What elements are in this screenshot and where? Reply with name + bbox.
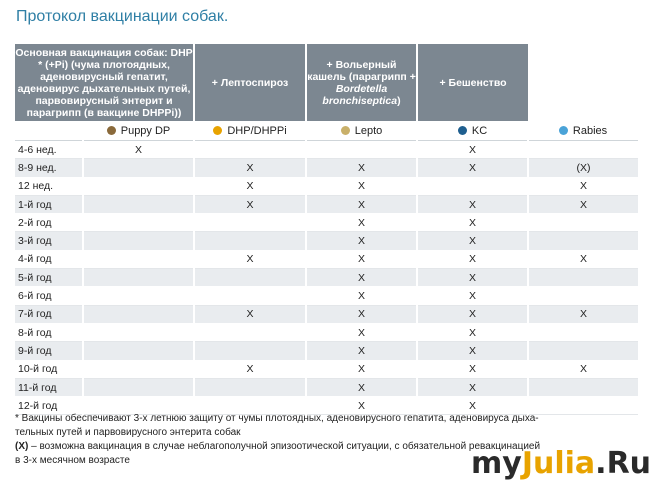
vaccine-cell: X xyxy=(194,250,306,268)
header-leptospirosis: + Лептоспироз xyxy=(194,44,306,121)
age-cell: 12-й год xyxy=(15,397,83,415)
header-core-vaccination: Основная вакцинация собак: DHP * (+Pi) (чума плотоядных, аденовирусный гепатит, аденовирус дыхательных путей, парвовирусный энтерит и парагрипп (в вакцине DHPPi)) xyxy=(15,44,194,121)
vaccine-cell xyxy=(83,323,194,341)
age-cell: 11-й год xyxy=(15,378,83,396)
vaccine-cell xyxy=(194,214,306,232)
vaccine-cell: X xyxy=(306,397,417,415)
vaccine-cell xyxy=(417,177,528,195)
footnote-line: (Х) – возможна вакцинация в случае неблагополучной эпизоотической ситуации, с обязательной ревакцинацией xyxy=(15,441,541,452)
vaccine-cell xyxy=(83,195,194,213)
vaccine-cell: X xyxy=(194,360,306,378)
table-row xyxy=(15,378,638,396)
table-row xyxy=(15,159,638,177)
vaccine-cell xyxy=(83,378,194,396)
table-row xyxy=(15,342,638,360)
table-row xyxy=(15,214,638,232)
vaccine-cell: X xyxy=(306,214,417,232)
vaccine-cell xyxy=(528,232,638,250)
age-cell: 6-й год xyxy=(15,287,83,305)
vaccine-cell: X xyxy=(306,195,417,213)
vaccine-cell: X xyxy=(417,305,528,323)
vaccine-cell xyxy=(528,323,638,341)
vaccine-cell xyxy=(528,287,638,305)
vaccine-cell: X xyxy=(194,305,306,323)
age-cell: 7-й год xyxy=(15,305,83,323)
vaccine-cell xyxy=(83,305,194,323)
table-row xyxy=(15,287,638,305)
vaccine-cell: X xyxy=(417,287,528,305)
vaccine-cell: X xyxy=(417,232,528,250)
vaccine-cell: X xyxy=(306,269,417,287)
age-cell: 4-й год xyxy=(15,250,83,268)
table-row xyxy=(15,232,638,250)
vaccine-cell: X xyxy=(528,177,638,195)
age-cell: 3-й год xyxy=(15,232,83,250)
site-logo: myJulia.Ru xyxy=(471,446,651,481)
table-row xyxy=(15,360,638,378)
age-cell: 10-й год xyxy=(15,360,83,378)
header-rabies: + Бешенство xyxy=(417,44,528,121)
vaccine-cell xyxy=(83,269,194,287)
age-cell: 5-й год xyxy=(15,269,83,287)
vaccine-cell: X xyxy=(306,323,417,341)
vaccine-cell: X xyxy=(306,177,417,195)
vaccine-cell: X xyxy=(528,250,638,268)
age-cell: 2-й год xyxy=(15,214,83,232)
table-row xyxy=(15,195,638,213)
vaccine-cell: X xyxy=(417,195,528,213)
vaccine-cell xyxy=(194,269,306,287)
legend-item: KC xyxy=(417,121,528,141)
legend-item: Puppy DP xyxy=(83,121,194,141)
age-cell: 8-9 нед. xyxy=(15,159,83,177)
age-cell: 1-й год xyxy=(15,195,83,213)
vaccine-cell: (X) xyxy=(528,159,638,177)
table-row xyxy=(15,250,638,268)
legend-item: Lepto xyxy=(306,121,417,141)
vaccine-cell: X xyxy=(306,287,417,305)
vaccine-cell xyxy=(83,287,194,305)
vaccine-cell: X xyxy=(528,305,638,323)
age-cell: 12 нед. xyxy=(15,177,83,195)
vaccine-cell xyxy=(306,141,417,159)
age-cell: 9-й год xyxy=(15,342,83,360)
vaccine-cell: X xyxy=(417,378,528,396)
vaccine-cell xyxy=(83,232,194,250)
vaccine-cell: X xyxy=(417,159,528,177)
vaccine-cell xyxy=(528,378,638,396)
vaccine-cell: X xyxy=(417,397,528,415)
vaccine-cell: X xyxy=(83,141,194,159)
footnote-line: * Вакцины обеспечивают 3-х летнюю защиту от чумы плотоядных, аденовирусного гепатита, аденовируса дыха- xyxy=(15,413,539,424)
legend-item: DHP/DHPPi xyxy=(194,121,306,141)
vaccine-cell: X xyxy=(528,195,638,213)
age-cell: 8-й год xyxy=(15,323,83,341)
vaccine-cell: X xyxy=(417,342,528,360)
vaccine-cell: X xyxy=(306,305,417,323)
vaccine-cell: X xyxy=(194,195,306,213)
vaccine-cell: X xyxy=(306,159,417,177)
table-row xyxy=(15,177,638,195)
vaccine-cell: X xyxy=(306,378,417,396)
vaccine-cell: X xyxy=(194,177,306,195)
legend-spacer xyxy=(15,121,83,141)
page-title: Протокол вакцинации собак. xyxy=(16,8,229,25)
vaccine-cell xyxy=(83,214,194,232)
table-row xyxy=(15,323,638,341)
vaccine-cell xyxy=(194,141,306,159)
vaccine-cell: X xyxy=(306,250,417,268)
vaccine-cell xyxy=(83,177,194,195)
legend-row xyxy=(15,121,638,141)
age-cell: 4-6 нед. xyxy=(15,141,83,159)
vaccination-table xyxy=(15,44,638,415)
vaccine-cell: X xyxy=(528,360,638,378)
legend-dot-icon xyxy=(107,126,116,135)
vaccine-cell xyxy=(83,159,194,177)
vaccine-cell: X xyxy=(417,323,528,341)
vaccine-cell: X xyxy=(417,214,528,232)
table-row xyxy=(15,141,638,159)
vaccine-cell xyxy=(194,378,306,396)
vaccine-cell: X xyxy=(417,269,528,287)
legend-dot-icon xyxy=(559,126,568,135)
footnote-line: тельных путей и парвовирусного энтерита собак xyxy=(15,427,241,438)
vaccine-cell xyxy=(528,269,638,287)
vaccine-cell: X xyxy=(417,360,528,378)
vaccine-cell xyxy=(83,360,194,378)
vaccine-cell xyxy=(83,250,194,268)
legend-dot-icon xyxy=(458,126,467,135)
vaccine-cell: X xyxy=(194,159,306,177)
table-row xyxy=(15,269,638,287)
legend-dot-icon xyxy=(213,126,222,135)
vaccine-cell: X xyxy=(306,232,417,250)
vaccine-cell: X xyxy=(417,250,528,268)
vaccine-cell: X xyxy=(306,360,417,378)
vaccine-cell: X xyxy=(417,141,528,159)
footnote-line: в 3-х месячном возрасте xyxy=(15,455,130,466)
vaccine-cell xyxy=(528,342,638,360)
header-kennel-cough: + Вольерный кашель (парагрипп + Bordetella bronchiseptica) xyxy=(306,44,417,121)
vaccine-cell xyxy=(528,214,638,232)
vaccine-cell: X xyxy=(306,342,417,360)
table-row xyxy=(15,305,638,323)
vaccine-cell xyxy=(194,342,306,360)
vaccine-cell xyxy=(528,141,638,159)
vaccine-cell xyxy=(194,323,306,341)
vaccine-cell xyxy=(83,342,194,360)
legend-dot-icon xyxy=(341,126,350,135)
vaccine-cell xyxy=(194,287,306,305)
legend-item: Rabies xyxy=(528,121,638,141)
vaccine-cell xyxy=(194,232,306,250)
